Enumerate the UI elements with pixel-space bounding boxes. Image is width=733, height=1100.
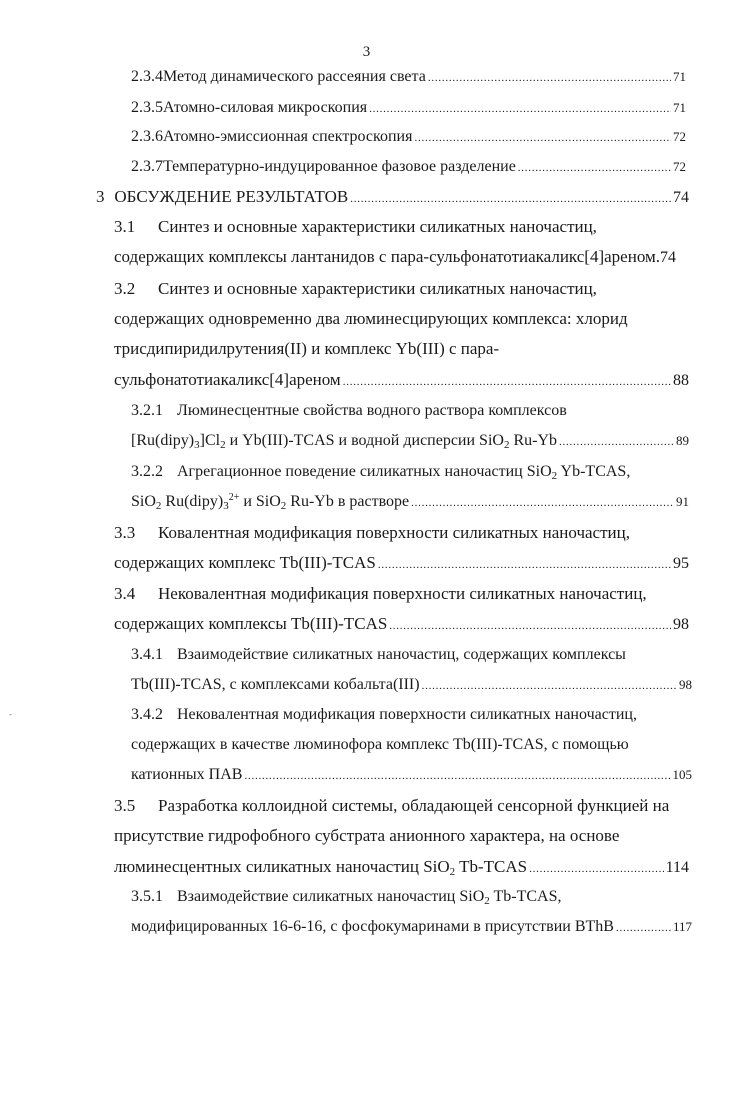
dot-leader [518, 158, 671, 178]
dot-leader [616, 918, 671, 938]
entry-number: 3.5 [114, 796, 136, 815]
entry-title: Атомно-эмиссионная спектроскопия [163, 128, 413, 145]
dot-leader [389, 616, 671, 636]
dot-leader [411, 493, 674, 513]
dot-leader [378, 555, 671, 575]
entry-title: Ковалентная модификация поверхности силикатных наночастиц, [158, 523, 630, 542]
toc-entry-3-3-line1[interactable] [114, 523, 689, 543]
entry-number: 2.3.6 [131, 128, 163, 145]
entry-page: 91 [676, 494, 689, 509]
entry-number: 3.3 [114, 523, 136, 542]
toc-entry-3-2-2-line1[interactable] [131, 462, 689, 482]
dot-leader [422, 676, 677, 696]
entry-title: Нековалентная модификация поверхности силикатных наночастиц, [177, 706, 637, 723]
toc-entry-3-3-line2[interactable] [114, 553, 689, 575]
dot-leader [414, 128, 671, 148]
toc-entry-3[interactable] [96, 187, 689, 209]
entry-title: Синтез и основные характеристики силикатных наночастиц, [158, 217, 597, 236]
entry-title: содержащих комплексы лантанидов с пара-сульфонатотиакаликс[4]ареном [114, 247, 656, 266]
entry-title: содержащих в качестве люминофора комплекс Tb(III)-TCAS, с помощью [131, 736, 629, 753]
entry-number: 3.1 [114, 217, 136, 236]
entry-number: 2.3.7 [131, 158, 163, 175]
entry-title: SiO$_2$ $Ru(dipy)_3^{2+}$ и SiO$_2$ Ru-Yb в растворе [131, 492, 410, 512]
entry-title: Нековалентная модификация поверхности силикатных наночастиц, [158, 584, 647, 603]
dot-leader [369, 99, 671, 119]
entry-number: 2.3.4 [131, 68, 163, 85]
entry-title: Атомно-силовая микроскопия [163, 99, 368, 116]
entry-title: $[Ru(dipy)_3]Cl_2$ и Yb(III)-TCAS и водной дисперсии SiO$_2$ Ru-Yb [131, 432, 558, 451]
toc-entry-2-3-6[interactable] [131, 127, 686, 148]
toc-entry-3-5-1-line2[interactable] [131, 917, 692, 938]
dot-leader: . [655, 247, 661, 266]
entry-page: 105 [672, 767, 692, 782]
entry-page: 98 [673, 616, 689, 633]
entry-number: 3.2.2 [131, 463, 163, 480]
entry-page: 74 [673, 189, 689, 206]
entry-title: содержащих одновременно два люминесцирующих комплекса: хлорид [114, 309, 628, 328]
toc-entry-3-2-1-line1[interactable] [131, 401, 689, 421]
entry-page: 98 [679, 677, 692, 692]
entry-page: 72 [673, 129, 686, 144]
entry-number: 3.5.1 [131, 888, 163, 905]
page-number: 3 [362, 44, 371, 60]
entry-number: 3 [96, 187, 105, 206]
entry-title: Люминесцентные свойства водного раствора комплексов [177, 402, 567, 419]
entry-title: катионных ПАВ [131, 766, 243, 783]
entry-page: 114 [665, 859, 689, 876]
toc-entry-3-2-line2 [114, 309, 689, 329]
entry-title: ОБСУЖДЕНИЕ РЕЗУЛЬТАТОВ [114, 187, 349, 206]
toc-entry-3-4-1-line1[interactable] [131, 645, 692, 665]
scan-mark: - [9, 709, 12, 719]
dot-leader [244, 766, 670, 786]
entry-title: Температурно-индуцированное фазовое разделение [163, 158, 516, 175]
dot-leader [350, 189, 671, 209]
entry-number: 3.2 [114, 279, 136, 298]
dot-leader [529, 859, 663, 879]
toc-entry-3-2-line4[interactable] [114, 370, 689, 392]
toc-entry-3-4-2-line3[interactable] [131, 765, 692, 786]
entry-page: 71 [673, 100, 686, 115]
entry-title: Tb(III)-TCAS, с комплексами кобальта(III) [131, 676, 420, 693]
entry-page: 72 [673, 159, 686, 174]
toc-entry-3-2-1-line2[interactable] [131, 431, 689, 452]
toc-entry-3-4-2-line1[interactable] [131, 705, 692, 725]
entry-title: Разработка коллоидной системы, обладающей сенсорной функцией на [158, 796, 670, 815]
entry-page: 74 [660, 249, 677, 266]
toc-entry-3-2-line3 [114, 339, 689, 359]
entry-page: 71 [673, 69, 686, 84]
entry-number: 3.4 [114, 584, 136, 603]
entry-title: трисдипиридилрутения(II) и комплекс Yb(III) с пара- [114, 339, 500, 358]
toc-entry-3-2-line1[interactable] [114, 279, 689, 299]
dot-leader [559, 432, 674, 452]
toc-entry-2-3-5[interactable] [131, 98, 686, 119]
toc-entry-3-2-2-line2[interactable] [131, 492, 689, 513]
toc-entry-3-5-line3[interactable] [114, 857, 689, 879]
toc-entry-3-5-line1[interactable] [114, 796, 689, 816]
toc-entry-2-3-7[interactable] [131, 157, 686, 178]
toc-entry-3-5-line2 [114, 826, 689, 846]
dot-leader [428, 68, 671, 88]
entry-number: 3.4.2 [131, 706, 163, 723]
entry-number: 2.3.5 [131, 99, 163, 116]
toc-entry-3-1-line1[interactable] [114, 217, 689, 237]
entry-title: Взаимодействие силикатных наночастиц, содержащих комплексы [177, 646, 626, 663]
entry-page: 95 [673, 555, 689, 572]
dot-leader [343, 372, 671, 392]
entry-title: Метод динамического рассеяния света [163, 68, 426, 85]
entry-title: люминесцентных силикатных наночастиц SiO$_2$ Tb-TCAS [114, 857, 528, 878]
entry-title: Синтез и основные характеристики силикатных наночастиц, [158, 279, 597, 298]
entry-title: модифицированных 16-6-16, с фосфокумаринами в присутствии BThB [131, 918, 614, 935]
toc-entry-3-5-1-line1[interactable] [131, 887, 692, 907]
entry-title: содержащих комплекс Tb(III)-TCAS [114, 553, 376, 572]
entry-number: 3.4.1 [131, 646, 163, 663]
entry-title: присутствие гидрофобного субстрата анионного характера, на основе [114, 826, 620, 845]
toc-entry-3-4-1-line2[interactable] [131, 675, 692, 696]
entry-page: 88 [673, 372, 689, 389]
toc-entry-3-4-line1[interactable] [114, 584, 689, 604]
entry-title: Взаимодействие силикатных наночастиц SiO$_2$ Tb-TCAS, [177, 888, 562, 907]
entry-title: содержащих комплексы Tb(III)-TCAS [114, 614, 388, 633]
toc-entry-3-1-line2[interactable] [114, 247, 689, 268]
entry-title: Агрегационное поведение силикатных наночастиц SiO$_2$ Yb-TCAS, [177, 463, 631, 482]
toc-entry-2-3-4[interactable] [131, 67, 686, 88]
entry-page: 89 [676, 433, 689, 448]
entry-page: 117 [672, 919, 692, 934]
toc-entry-3-4-line2[interactable] [114, 614, 689, 636]
entry-title: сульфонатотиакаликс[4]ареном [114, 370, 341, 389]
entry-number: 3.2.1 [131, 402, 163, 419]
toc-entry-3-4-2-line2 [131, 735, 692, 755]
